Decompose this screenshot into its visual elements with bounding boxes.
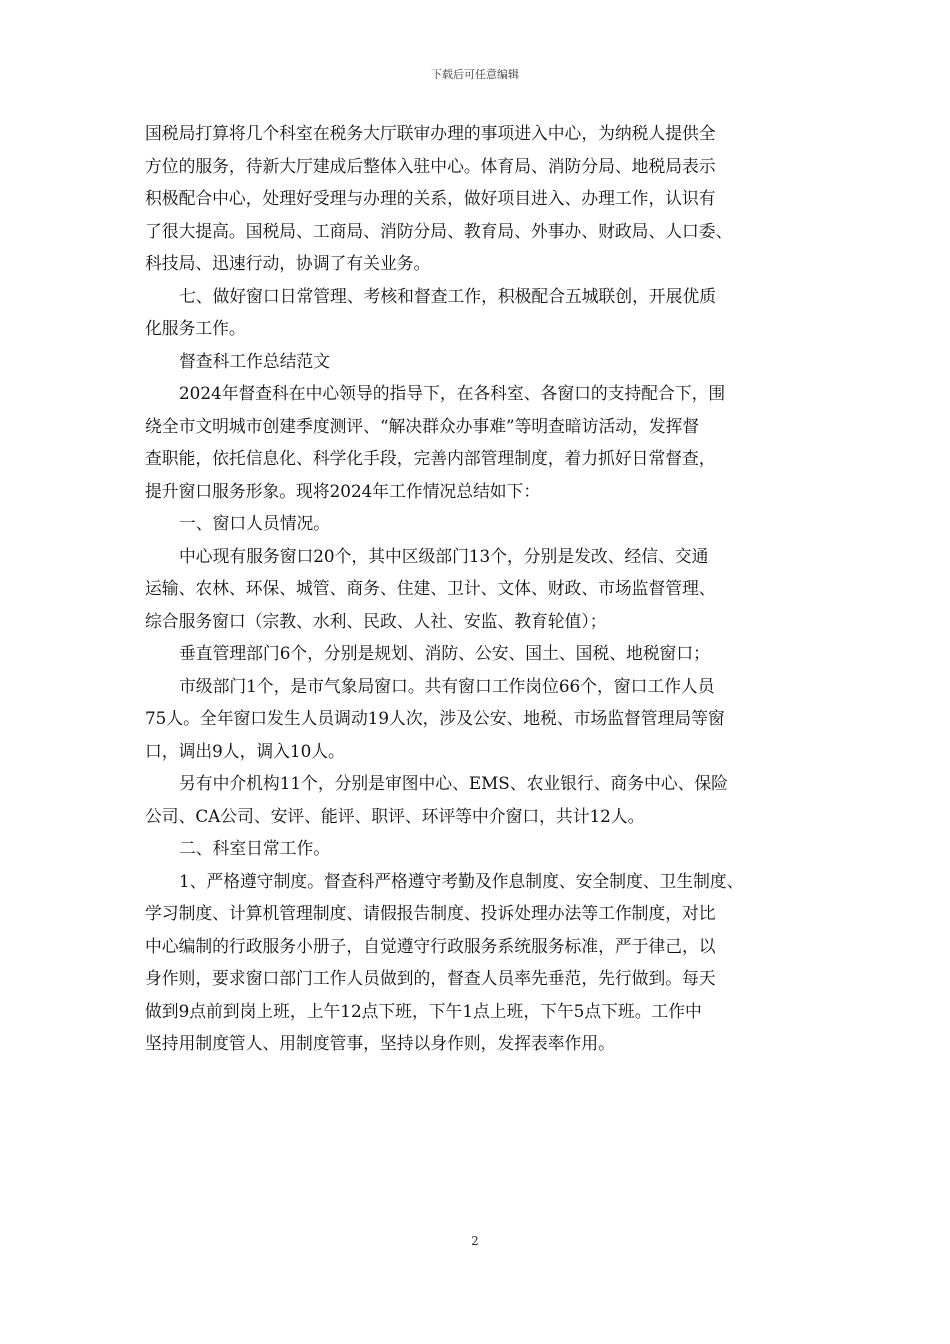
text-line: 督查科工作总结范文: [179, 350, 331, 371]
text-line: 口，调出9人，调入10人。: [145, 740, 345, 761]
document-body: [145, 117, 835, 1060]
text-line: 绕全市文明城市创建季度测评、“解决群众办事难”等明查暗访活动，发挥督: [145, 415, 700, 436]
text-line: 提升窗口服务形象。现将2024年工作情况总结如下：: [145, 480, 541, 501]
page-number: 2: [471, 1234, 479, 1248]
text-line: 一、窗口人员情况。: [179, 513, 331, 533]
text-line: 2024年督查科在中心领导的指导下，在各科室、各窗口的支持配合下，围: [179, 383, 726, 403]
text-line: 身作则，要求窗口部门工作人员做到的，督查人员率先垂范，先行做到。每天: [145, 968, 716, 988]
text-line: 综合服务窗口（宗教、水利、民政、人社、安监、教育轮值）；: [145, 610, 607, 631]
text-line: 公司、CA公司、安评、能评、职评、环评等中介窗口，共计12人。: [145, 805, 645, 826]
text-line: 垂直管理部门6个，分别是规划、消防、公安、国土、国税、地税窗口；: [179, 643, 710, 663]
text-line: 1、严格遵守制度。督查科严格遵守考勤及作息制度、安全制度、卫生制度、: [179, 870, 744, 891]
text-line: 市级部门1个，是市气象局窗口。共有窗口工作岗位66个，窗口工作人员: [179, 675, 715, 696]
text-line: 另有中介机构11个，分别是审图中心、EMS、农业银行、商务中心、保险: [179, 773, 728, 793]
text-line: 75人。全年窗口发生人员调动19人次，涉及公安、地税、市场监督管理局等窗: [145, 708, 725, 728]
text-line: 化服务工作。: [145, 318, 246, 338]
text-line: 运输、农林、环保、城管、商务、住建、卫计、文体、财政、市场监督管理、: [145, 578, 716, 598]
text-line: 学习制度、计算机管理制度、请假报告制度、投诉处理办法等工作制度，对比: [145, 903, 716, 923]
text-line: 科技局、迅速行动，协调了有关业务。: [145, 253, 431, 273]
text-line: 方位的服务，待新大厅建成后整体入驻中心。体育局、消防分局、地税局表示: [145, 155, 716, 176]
text-line: 了很大提高。国税局、工商局、消防分局、教育局、外事办、财政局、人口委、: [145, 220, 733, 241]
text-line: 国税局打算将几个科室在税务大厅联审办理的事项进入中心，为纳税人提供全: [145, 123, 716, 143]
page-header: 下载后可任意编辑: [431, 68, 519, 81]
text-line: 二、科室日常工作。: [179, 838, 331, 858]
text-line: 七、做好窗口日常管理、考核和督查工作，积极配合五城联创，开展优质: [179, 285, 717, 306]
text-line: 坚持用制度管人、用制度管事，坚持以身作则，发挥表率作用。: [145, 1033, 615, 1053]
text-line: 做到9点前到岗上班，上午12点下班，下午1点上班，下午5点下班。工作中: [145, 1000, 702, 1021]
text-line: 中心现有服务窗口20个，其中区级部门13个，分别是发改、经信、交通: [179, 545, 709, 566]
text-line: 中心编制的行政服务小册子，自觉遵守行政服务系统服务标准，严于律己，以: [145, 935, 716, 956]
text-line: 积极配合中心，处理好受理与办理的关系，做好项目进入、办理工作，认识有: [145, 188, 716, 208]
text-line: 查职能，依托信息化、科学化手段，完善内部管理制度，着力抓好日常督查，: [145, 448, 716, 468]
